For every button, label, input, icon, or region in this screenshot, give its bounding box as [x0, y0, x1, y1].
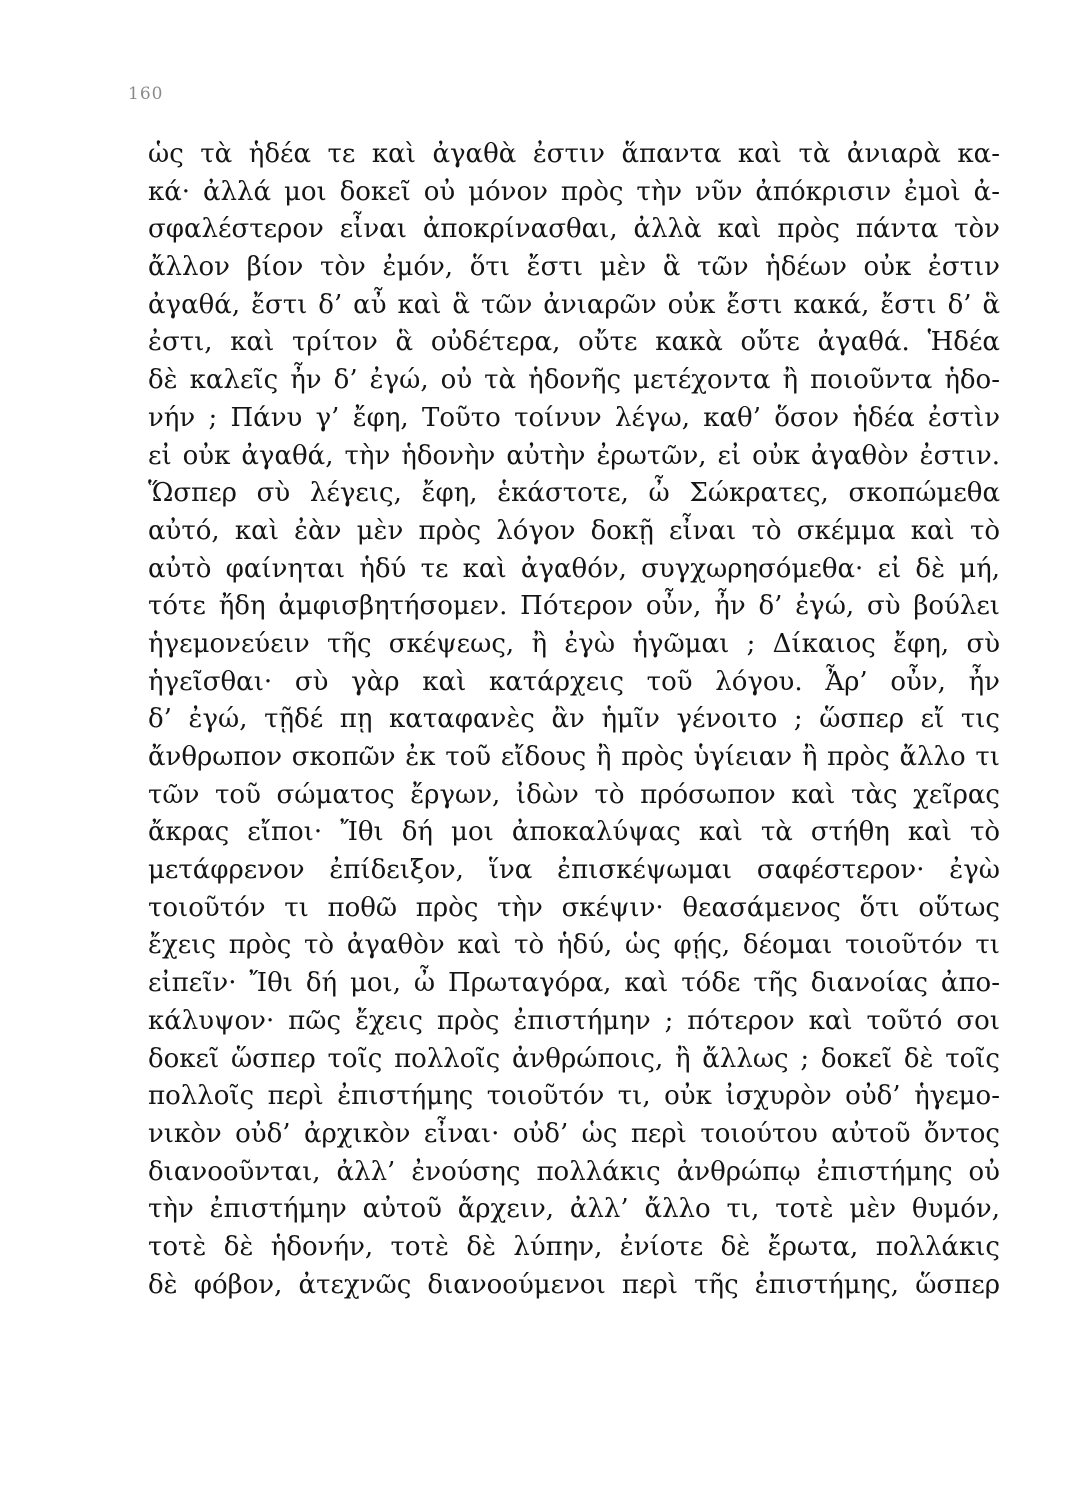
text-line: δ’ ἐγώ, τῇδέ πῃ καταφανὲς ἂν ἡμῖν γένοιτο ; ὥσπερ εἴ τις	[148, 704, 1000, 735]
text-line: ἄλλον βίον τὸν ἐμόν, ὅτι ἔστι μὲν ἃ τῶν ἡδέων οὐκ ἐστιν	[148, 252, 1000, 283]
text-line: διανοοῦνται, ἀλλ’ ἐνούσης πολλάκις ἀνθρώπῳ ἐπιστήμης οὐ	[148, 1156, 1000, 1187]
text-line: ἄνθρωπον σκοπῶν ἐκ τοῦ εἴδους ἢ πρὸς ὑγίειαν ἢ πρὸς ἄλλο τι	[148, 742, 1000, 772]
page-number: 160	[128, 84, 164, 104]
text-line: ἐστι, καὶ τρίτον ἃ οὐδέτερα, οὔτε κακὰ οὔτε ἀγαθά. Ἡδέα	[148, 327, 1000, 358]
text-line: δὲ φόβον, ἀτεχνῶς διανοούμενοι περὶ τῆς ἐπιστήμης, ὥσπερ	[148, 1269, 1000, 1300]
text-line: κάλυψον· πῶς ἔχεις πρὸς ἐπιστήμην ; πότερον καὶ τοῦτό σοι	[148, 1005, 1000, 1036]
text-line: δοκεῖ ὥσπερ τοῖς πολλοῖς ἀνθρώποις, ἢ ἄλλως ; δοκεῖ δὲ τοῖς	[148, 1043, 1000, 1074]
text-line: ἡγεῖσθαι· σὺ γὰρ καὶ κατάρχεις τοῦ λόγου. Ἆρ’ οὖν, ἦν	[148, 666, 1000, 697]
text-line: αὐτό, καὶ ἐὰν μὲν πρὸς λόγον δοκῇ εἶναι τὸ σκέμμα καὶ τὸ	[148, 515, 1000, 546]
text-line: τότε ἤδη ἀμφισβητήσομεν. Πότερον οὖν, ἦν δ’ ἐγώ, σὺ βούλει	[148, 591, 1000, 622]
text-line: εἰπεῖν· Ἴθι δή μοι, ὦ Πρωταγόρα, καὶ τόδε τῆς διανοίας ἀπο-	[148, 968, 1000, 999]
text-line: ὡς τὰ ἡδέα τε καὶ ἀγαθὰ ἐστιν ἅπαντα καὶ τὰ ἀνιαρὰ κα-	[148, 139, 1000, 169]
text-line: ἔχεις πρὸς τὸ ἀγαθὸν καὶ τὸ ἡδύ, ὡς φῄς, δέομαι τοιοῦτόν τι	[148, 930, 1000, 961]
text-line: ἀγαθά, ἔστι δ’ αὖ καὶ ἃ τῶν ἀνιαρῶν οὐκ ἔστι κακά, ἔστι δ’ ἃ	[148, 289, 1000, 320]
text-line: τοιοῦτόν τι ποθῶ πρὸς τὴν σκέψιν· θεασάμενος ὅτι οὕτως	[148, 892, 1000, 923]
text-line: ἄκρας εἴποι· Ἴθι δή μοι ἀποκαλύψας καὶ τὰ στήθη καὶ τὸ	[148, 817, 1000, 848]
text-line: σφαλέστερον εἶναι ἀποκρίνασθαι, ἀλλὰ καὶ πρὸς πάντα τὸν	[148, 214, 1000, 245]
text-line: μετάφρενον ἐπίδειξον, ἵνα ἐπισκέψωμαι σαφέστερον· ἐγὼ	[148, 855, 1000, 886]
text-line: τὴν ἐπιστήμην αὐτοῦ ἄρχειν, ἀλλ’ ἄλλο τι, τοτὲ μὲν θυμόν,	[148, 1194, 1000, 1225]
text-line: εἰ οὐκ ἀγαθά, τὴν ἡδονὴν αὐτὴν ἐρωτῶν, εἰ οὐκ ἀγαθὸν ἐστιν.	[148, 440, 1000, 471]
text-line: Ὥσπερ σὺ λέγεις, ἔφη, ἑκάστοτε, ὦ Σώκρατες, σκοπώμεθα	[148, 478, 1000, 509]
text-line: τοτὲ δὲ ἡδονήν, τοτὲ δὲ λύπην, ἐνίοτε δὲ ἔρωτα, πολλάκις	[148, 1231, 1000, 1262]
body-text	[148, 136, 1000, 1304]
text-line: δὲ καλεῖς ἦν δ’ ἐγώ, οὐ τὰ ἡδονῆς μετέχοντα ἢ ποιοῦντα ἡδο-	[148, 365, 1000, 396]
text-line: πολλοῖς περὶ ἐπιστήμης τοιοῦτόν τι, οὐκ ἰσχυρὸν οὐδ’ ἡγεμο-	[148, 1081, 1000, 1112]
text-line: νικὸν οὐδ’ ἀρχικὸν εἶναι· οὐδ’ ὡς περὶ τοιούτου αὐτοῦ ὄντος	[148, 1118, 1000, 1149]
text-line: αὐτὸ φαίνηται ἡδύ τε καὶ ἀγαθόν, συγχωρησόμεθα· εἰ δὲ μή,	[148, 553, 1000, 584]
text-line: τῶν τοῦ σώματος ἔργων, ἰδὼν τὸ πρόσωπον καὶ τὰς χεῖρας	[148, 779, 1000, 810]
text-line: κά· ἀλλά μοι δοκεῖ οὐ μόνον πρὸς τὴν νῦν ἀπόκρισιν ἐμοὶ ἀ-	[148, 176, 1000, 207]
text-line: ἡγεμονεύειν τῆς σκέψεως, ἢ ἐγὼ ἡγῶμαι ; Δίκαιος ἔφη, σὺ	[148, 628, 1000, 659]
text-line: νήν ; Πάνυ γ’ ἔφη, Τοῦτο τοίνυν λέγω, καθ’ ὅσον ἡδέα ἐστὶν	[148, 402, 1000, 433]
